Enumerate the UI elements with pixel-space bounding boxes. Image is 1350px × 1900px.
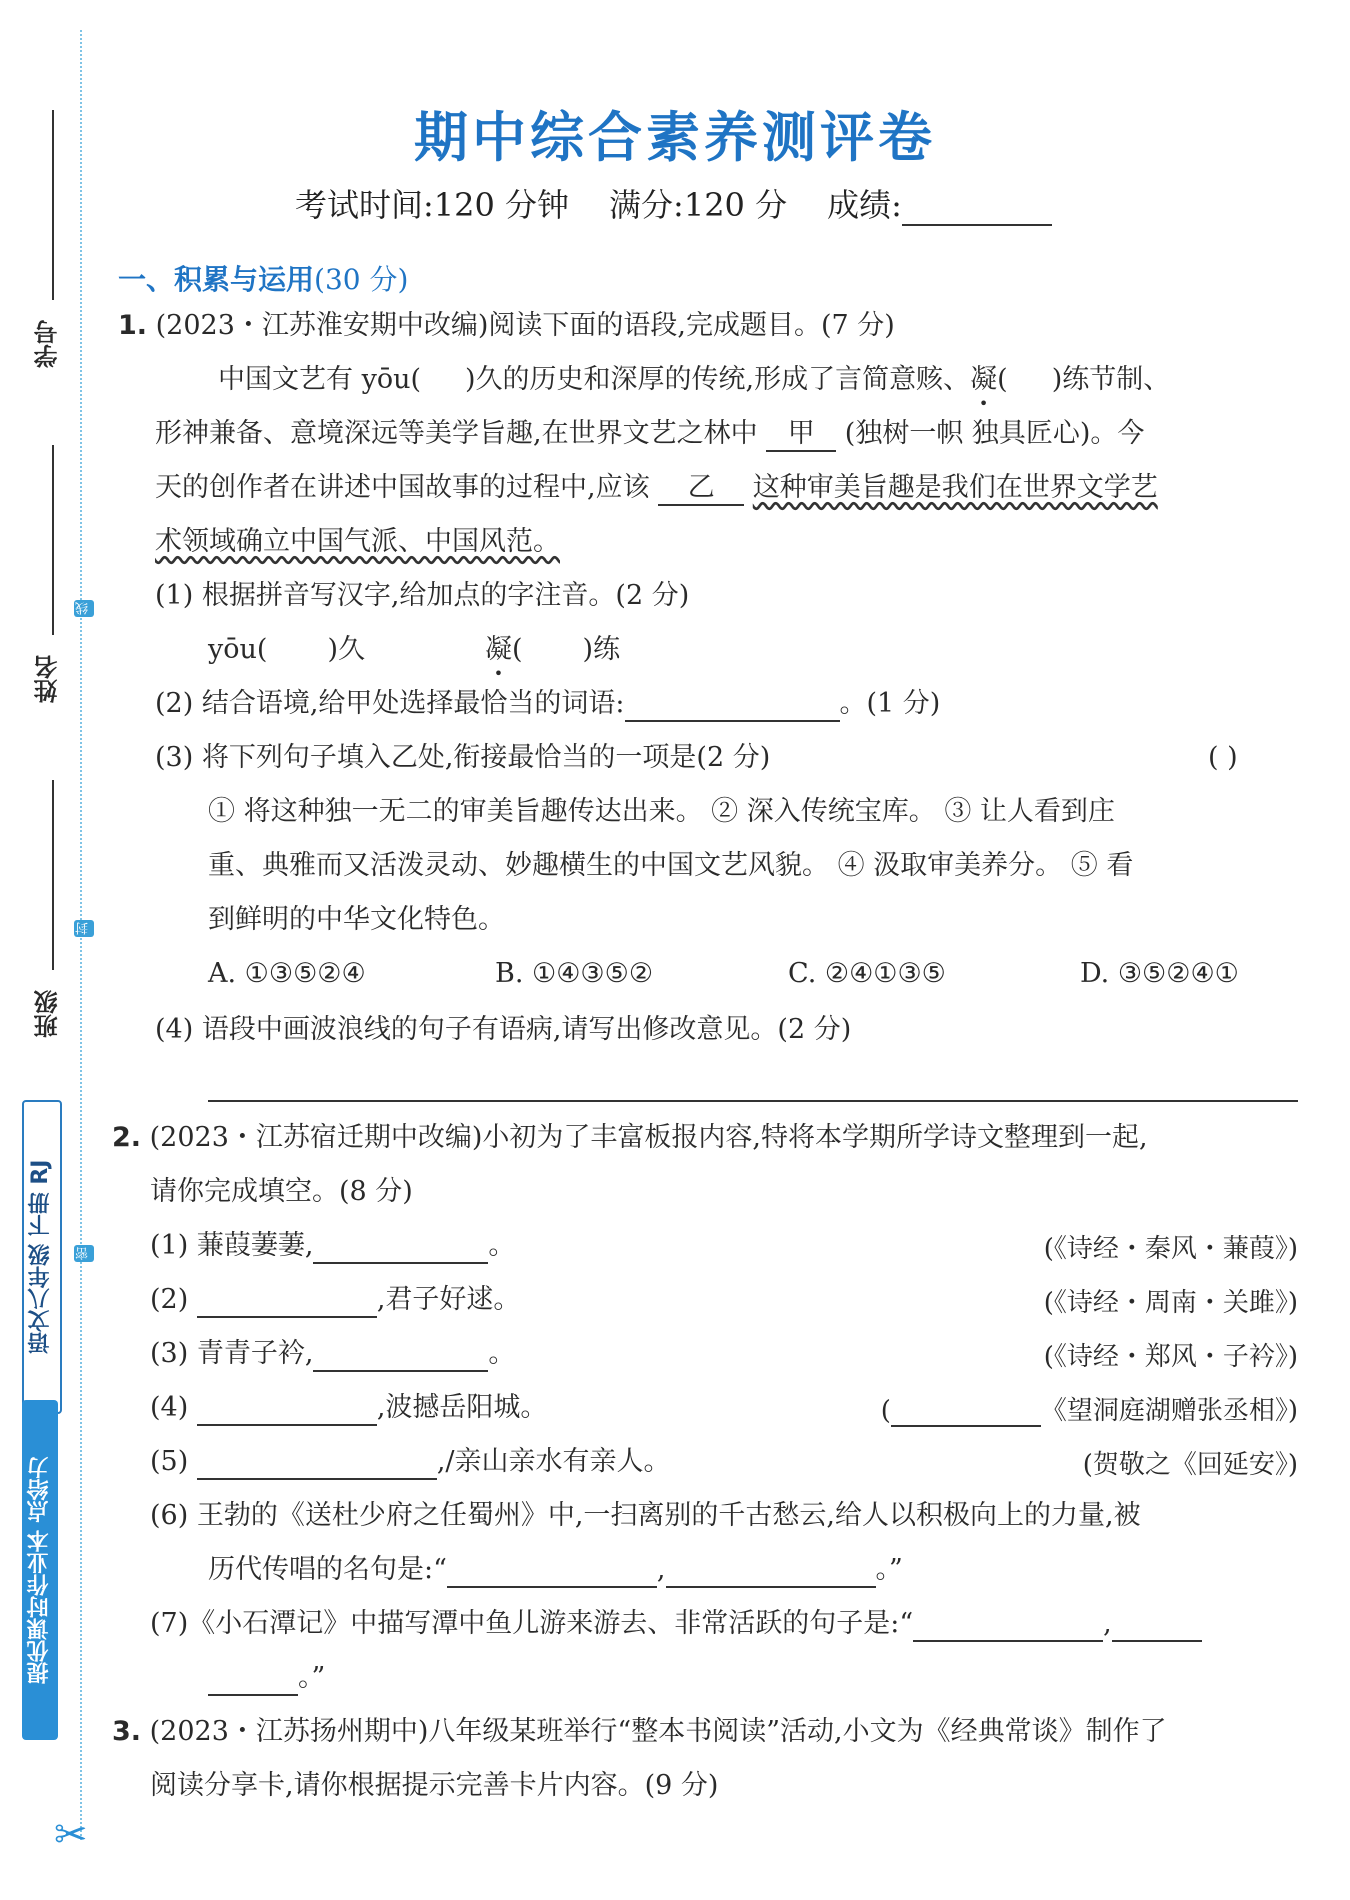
- q2-intro-1: [112, 1120, 1148, 1156]
- q1-intro-text: (2023・江苏淮安期中改编)阅读下面的语段,完成题目。(7 分): [155, 310, 895, 341]
- q2-item-1-blank[interactable]: [313, 1232, 488, 1264]
- item-text: (1) 蒹葭萋萋,: [150, 1230, 314, 1261]
- q3-intro-text: (2023・江苏扬州期中)八年级某班举行“整本书阅读”活动,小文为《经典常谈》制作了: [149, 1716, 1167, 1747]
- q2-item-7-line-1: [150, 1606, 1202, 1642]
- passage-text: (独树一帜 独具匠心)。今: [844, 418, 1145, 449]
- q2-item-7-line-2: [208, 1660, 325, 1696]
- passage-text: 中国文艺有 yōu(: [218, 364, 422, 395]
- q2-item-5-source: (贺敬之《回延安》): [1082, 1450, 1298, 1480]
- passage-text: 形神兼备、意境深远等美学旨趣,在世界文艺之林中: [155, 418, 758, 449]
- dotted-char: 凝: [484, 634, 512, 665]
- word-text: )练: [582, 634, 621, 665]
- q1-sub2: [155, 686, 940, 722]
- q1-sub3-line1: ① 将这种独一无二的审美旨趣传达出来。 ② 深入传统宝库。 ③ 让人看到庄: [208, 796, 1115, 827]
- brand-label: 提优课时作业本 点给力: [22, 1400, 58, 1740]
- item-text: ,君子好逑。: [376, 1284, 521, 1315]
- option-a[interactable]: A. ①③⑤②④: [208, 958, 366, 989]
- q1-passage-line-3: [155, 470, 1158, 506]
- option-d[interactable]: D. ③⑤②④①: [1080, 958, 1239, 989]
- wavy-sentence: 术领域确立中国气派、中国风范。: [155, 526, 560, 557]
- q2-item-3-blank[interactable]: [313, 1340, 488, 1372]
- q2-item-2: [150, 1282, 520, 1318]
- q2-item-1: [150, 1228, 515, 1264]
- q2-intro-text: (2023・江苏宿迁期中改编)小初为了丰富板报内容,特将本学期所学诗文整理到一起,: [149, 1122, 1148, 1153]
- q3-number: 3.: [112, 1716, 142, 1747]
- word-text: )久: [327, 634, 365, 665]
- q2-item-4: [150, 1390, 547, 1426]
- class-blank: [52, 780, 54, 970]
- q1-sub1-answers: [208, 632, 620, 668]
- item-text: 。: [488, 1230, 516, 1261]
- passage-text: 天的创作者在讲述中国故事的过程中,应该: [155, 472, 650, 503]
- q2-item-5: [150, 1444, 671, 1480]
- item-text: (4): [150, 1392, 189, 1423]
- name-blank: [52, 445, 54, 635]
- option-b[interactable]: B. ①④③⑤②: [495, 958, 654, 989]
- score-blank[interactable]: [902, 224, 1052, 226]
- q1-passage-line-1: [218, 362, 1170, 398]
- item-text: ,: [656, 1554, 666, 1585]
- seal-tag-secret: 密: [74, 1245, 94, 1262]
- item-text: (7)《小石潭记》中描写潭中鱼儿游来游去、非常活跃的句子是:“: [150, 1608, 914, 1639]
- q2-item-1-source: (《诗经・秦风・蒹葭》): [1043, 1234, 1298, 1264]
- q2-item-4-author-blank[interactable]: [891, 1395, 1041, 1427]
- q1-sub3-line3: 到鲜明的中华文化特色。: [208, 904, 505, 935]
- q1-passage-line-2: [155, 416, 1144, 452]
- q2-item-7-blank-1[interactable]: [913, 1610, 1103, 1642]
- score-label: 成绩:: [827, 186, 902, 224]
- scissors-icon: ✂: [54, 1812, 88, 1858]
- wavy-sentence: 这种审美旨趣是我们在世界文学艺: [752, 472, 1158, 503]
- item-text: (2): [150, 1284, 189, 1315]
- full-score: 满分:120 分: [609, 186, 788, 224]
- q2-item-6-blank-2[interactable]: [666, 1556, 876, 1588]
- item-text: ,: [1103, 1608, 1112, 1639]
- q2-item-3: [150, 1336, 515, 1372]
- item-text: 。: [488, 1338, 516, 1369]
- q1-sub1: (1) 根据拼音写汉字,给加点的字注音。(2 分): [155, 580, 690, 611]
- pinyin-text: yōu(: [208, 634, 268, 665]
- q1-sub2-points: 。(1 分): [839, 688, 941, 719]
- blank-yi[interactable]: 乙: [658, 470, 744, 506]
- item-text: 历代传唱的名句是:“: [208, 1554, 447, 1585]
- item-text: 。”: [298, 1662, 326, 1693]
- exam-time: 考试时间:120 分钟: [295, 186, 570, 224]
- q2-intro-2: 请你完成填空。(8 分): [150, 1176, 413, 1207]
- word-text: (: [511, 634, 523, 665]
- q1-sub4-answer-line[interactable]: [208, 1100, 1298, 1102]
- seal-tag-seal: 封: [74, 920, 94, 937]
- q1-sub2-blank[interactable]: [625, 690, 840, 722]
- q2-item-3-source: (《诗经・郑风・子衿》): [1043, 1342, 1298, 1372]
- item-text: ,波撼岳阳城。: [376, 1392, 548, 1423]
- q1-sub3: (3) 将下列句子填入乙处,衔接最恰当的一项是(2 分): [155, 742, 771, 773]
- q1-passage-line-4: [155, 524, 560, 560]
- option-c[interactable]: C. ②④①③⑤: [788, 958, 946, 989]
- item-text: (3) 青青子衿,: [150, 1338, 314, 1369]
- item-text: 。”: [875, 1554, 903, 1585]
- q2-item-2-blank[interactable]: [197, 1286, 377, 1318]
- item-text: ,/亲山亲水有亲人。: [436, 1446, 671, 1477]
- q2-item-4-source: [881, 1390, 1298, 1427]
- q2-number: 2.: [112, 1122, 142, 1153]
- q2-item-4-blank[interactable]: [197, 1394, 377, 1426]
- source-text: 《望洞庭湖赠张丞相》): [1040, 1396, 1298, 1426]
- student-id-label: 学号: [34, 320, 62, 368]
- passage-text: )练节制、: [1051, 364, 1171, 395]
- item-text: (5): [150, 1446, 189, 1477]
- q1-intro: [118, 308, 895, 344]
- q3-intro-2: 阅读分享卡,请你根据提示完善卡片内容。(9 分): [150, 1770, 719, 1801]
- q1-sub3-line2: 重、典雅而又活泼灵动、妙趣横生的中国文艺风貌。 ④ 汲取审美养分。 ⑤ 看: [208, 850, 1134, 881]
- passage-text: )久的历史和深厚的传统,形成了言简意赅、: [465, 364, 971, 395]
- q1-sub4: (4) 语段中画波浪线的句子有语病,请写出修改意见。(2 分): [155, 1014, 852, 1045]
- section-title-text: 一、积累与运用: [118, 263, 315, 296]
- q2-item-7-blank-2-cont[interactable]: [208, 1664, 298, 1696]
- q2-item-6-blank-1[interactable]: [447, 1556, 657, 1588]
- exam-info: [295, 180, 1092, 226]
- book-label: 语文八年级 下册 RJ: [22, 1100, 62, 1414]
- q2-item-5-blank[interactable]: [197, 1448, 437, 1480]
- q3-intro-1: [112, 1714, 1167, 1750]
- q2-item-7-blank-2[interactable]: [1112, 1610, 1202, 1642]
- q1-number: 1.: [118, 310, 148, 341]
- blank-jia[interactable]: 甲: [766, 416, 836, 452]
- section-points: (30 分): [314, 263, 409, 296]
- name-label: 姓名: [34, 655, 62, 703]
- section-title: [118, 258, 408, 298]
- q2-item-6-line-2: [208, 1552, 903, 1588]
- passage-text: (: [997, 364, 1008, 395]
- source-paren: (: [880, 1396, 891, 1426]
- q1-sub3-paren[interactable]: ( ): [1208, 742, 1238, 773]
- q1-sub2-text: (2) 结合语境,给甲处选择最恰当的词语:: [155, 688, 625, 719]
- q2-item-2-source: (《诗经・周南・关雎》): [1043, 1288, 1298, 1318]
- dotted-char: 凝: [970, 364, 998, 395]
- page-title: 期中综合素养测评卷: [414, 105, 936, 169]
- class-label: 班级: [34, 990, 62, 1038]
- seal-tag-line: 线: [74, 600, 94, 617]
- q2-item-6-line-1: (6) 王勃的《送杜少府之任蜀州》中,一扫离别的千古愁云,给人以积极向上的力量,被: [150, 1500, 1141, 1531]
